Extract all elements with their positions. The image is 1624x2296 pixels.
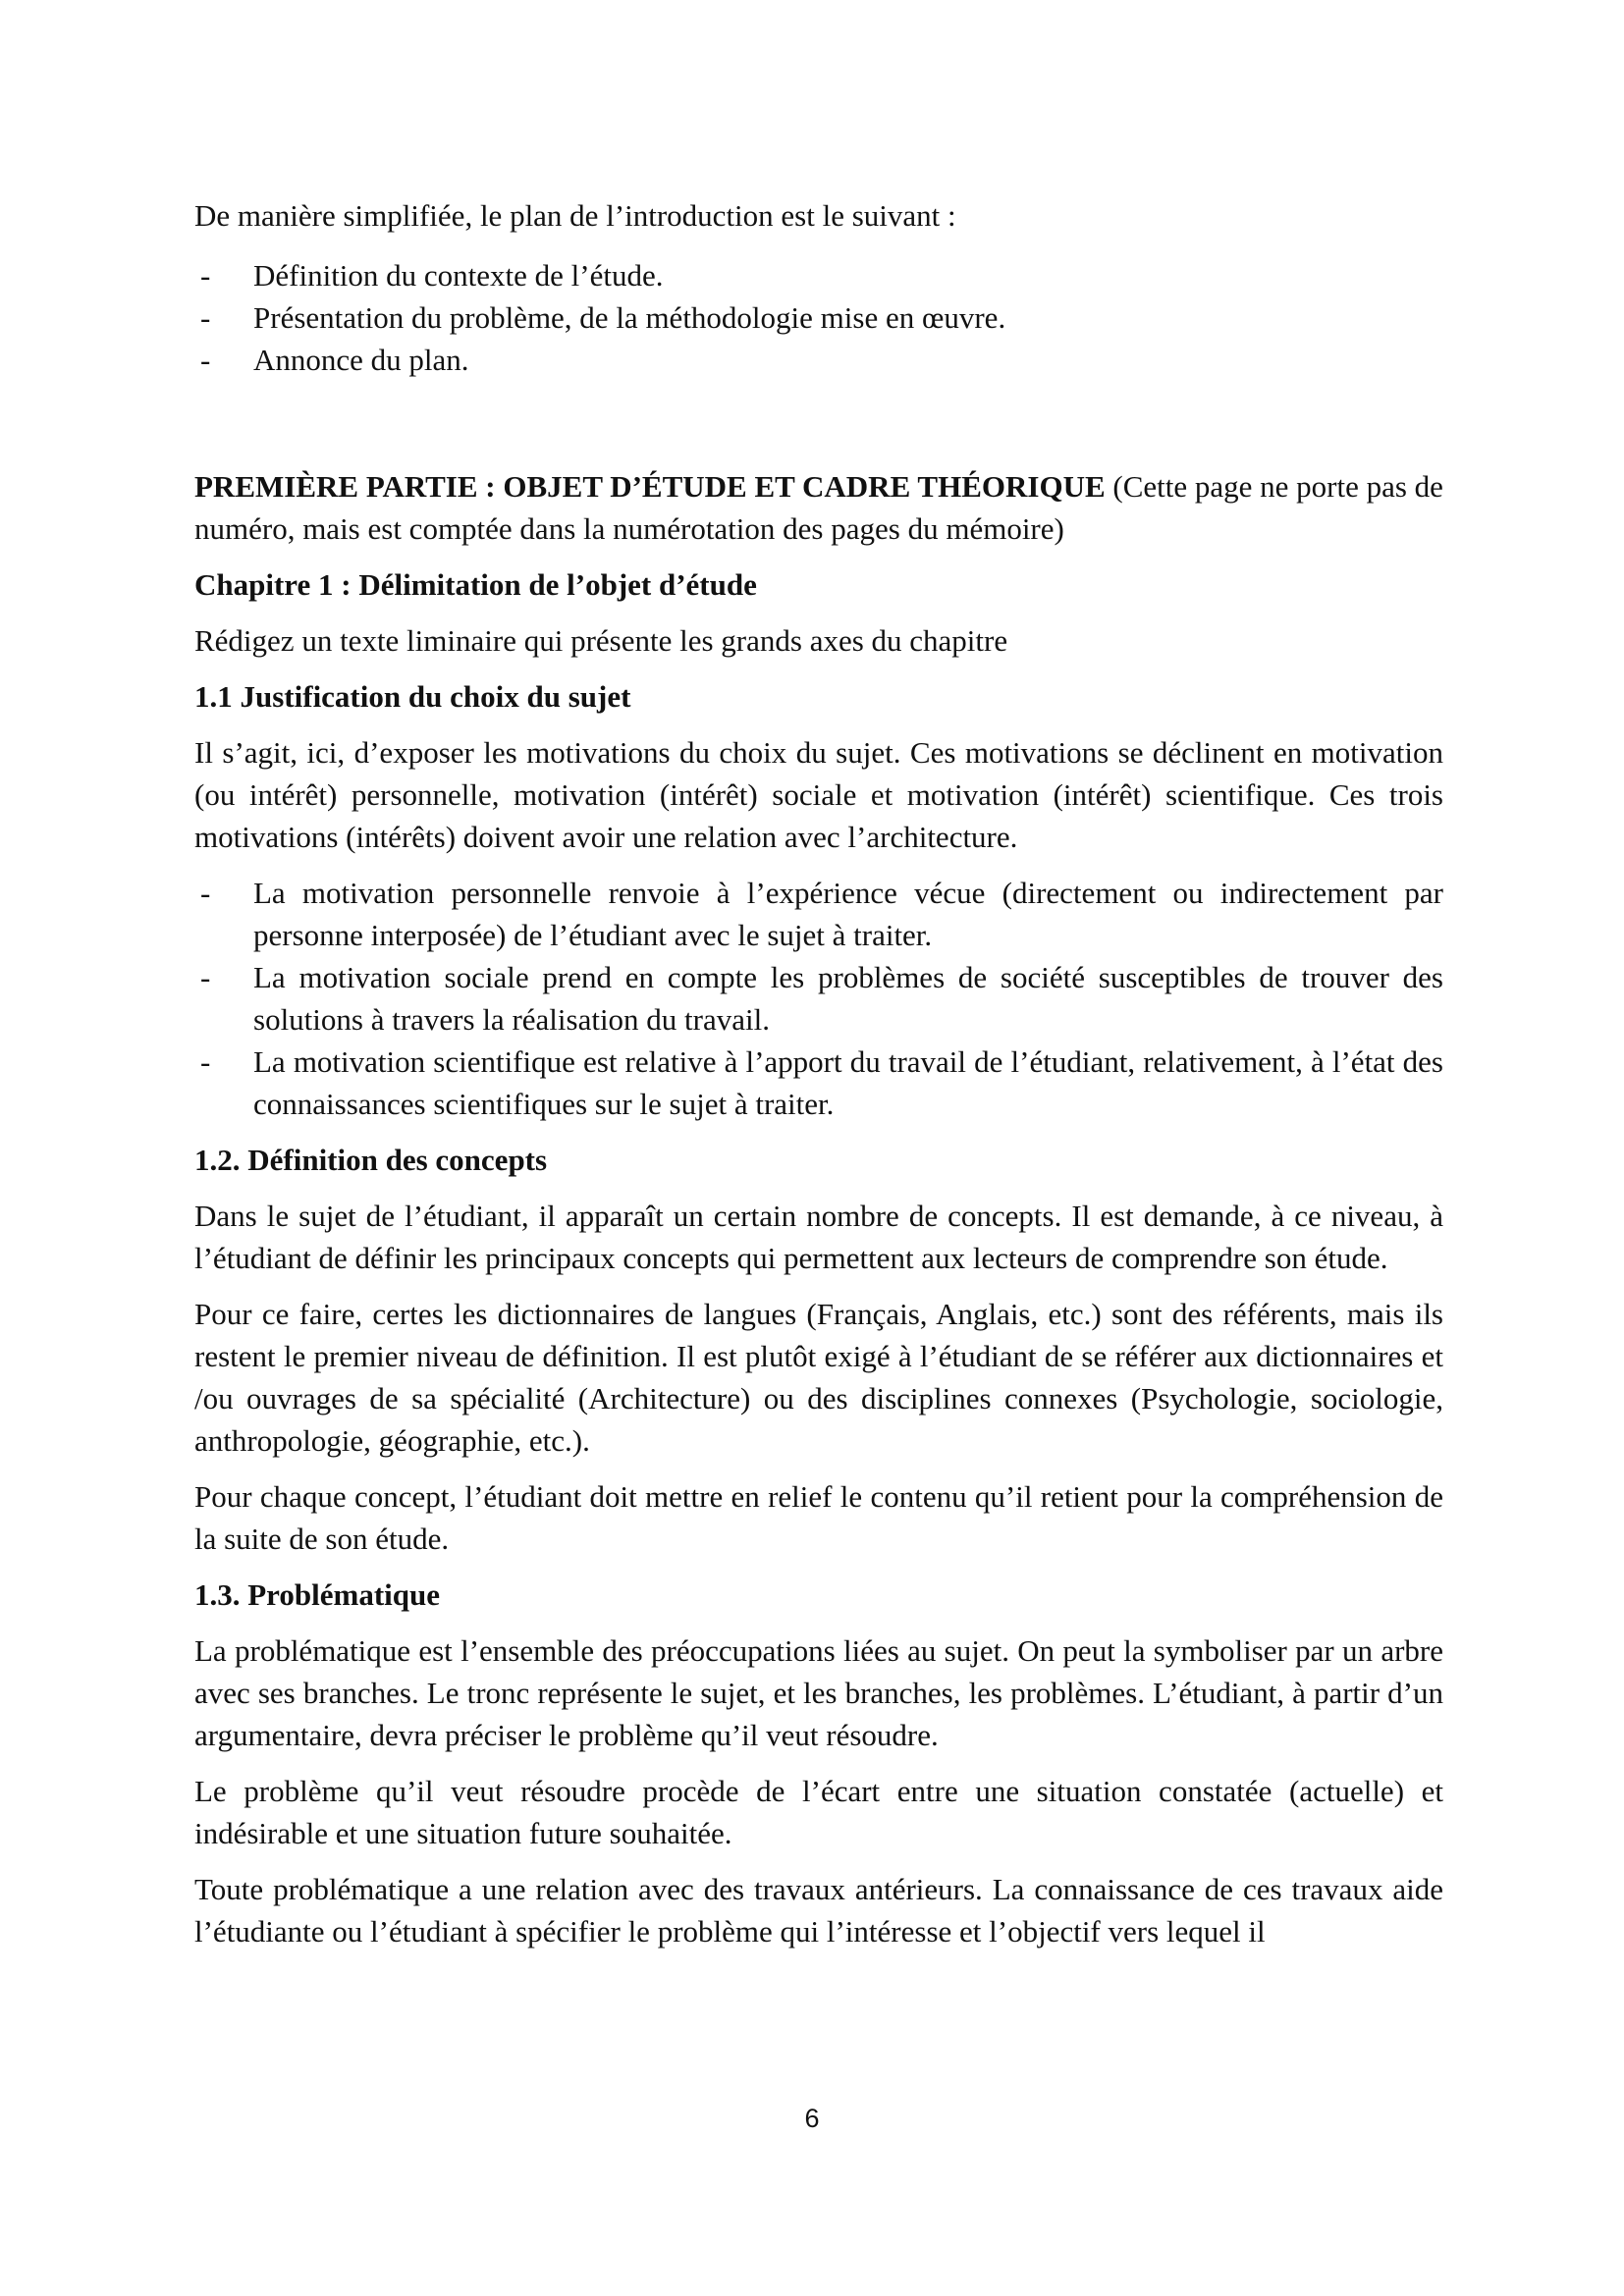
list-item: - La motivation personnelle renvoie à l’expérience vécue (directement ou indirectement par personne interposée) de l’étudiant avec le sujet à traiter. (194, 872, 1443, 956)
section-1-3-paragraph: La problématique est l’ensemble des préoccupations liées au sujet. On peut la symboliser par un arbre avec ses branches. Le tronc représente le sujet, et les branches, les problèmes. L’étudiant, à partir d’un argumentaire, devra préciser le problème qu’il veut résoudre. (194, 1633, 1443, 1752)
section-1-2-paragraph: Pour ce faire, certes les dictionnaires de langues (Français, Anglais, etc.) sont des référents, mais ils restent le premier niveau de définition. Il est plutôt exigé à l’étudiant de se référer aux dictionnaires et /ou ouvrages de sa spécialité (Architecture) ou des disciplines connexes (Psychologie, sociologie, anthropologie, géographie, etc.). (194, 1297, 1443, 1458)
motivation-list (194, 872, 1443, 1125)
chapter-intro: Rédigez un texte liminaire qui présente les grands axes du chapitre (194, 623, 1008, 658)
section-1-3-paragraph: Le problème qu’il veut résoudre procède de l’écart entre une situation constatée (actuelle) et indésirable et une situation future souhaitée. (194, 1774, 1443, 1850)
intro-lead: De manière simplifiée, le plan de l’introduction est le suivant : (194, 198, 956, 233)
list-item: - La motivation scientifique est relative à l’apport du travail de l’étudiant, relativement, à l’état des connaissances scientifiques sur le sujet à traiter. (194, 1041, 1443, 1125)
part-title: PREMIÈRE PARTIE : OBJET D’ÉTUDE ET CADRE THÉORIQUE (194, 469, 1106, 504)
chapter-title: Chapitre 1 : Délimitation de l’objet d’étude (194, 567, 757, 602)
section-1-2-paragraph: Pour chaque concept, l’étudiant doit mettre en relief le contenu qu’il retient pour la compréhension de la suite de son étude. (194, 1479, 1443, 1556)
part-note: (Cette page ne porte pas de numéro, mais est comptée dans la numérotation des pages du mémoire) (194, 469, 1443, 546)
part-heading (194, 465, 1443, 550)
section-heading-1-1: 1.1 Justification du choix du sujet (194, 679, 631, 714)
page-content (194, 187, 1443, 1952)
section-heading-1-3: 1.3. Problématique (194, 1577, 440, 1612)
list-item: - Annonce du plan. (194, 339, 1443, 381)
list-item: - La motivation sociale prend en compte les problèmes de société susceptibles de trouver des solutions à travers la réalisation du travail. (194, 956, 1443, 1041)
section-heading-1-2: 1.2. Définition des concepts (194, 1143, 548, 1177)
list-item: - Définition du contexte de l’étude. (194, 254, 1443, 296)
section-1-1-paragraph: Il s’agit, ici, d’exposer les motivations du choix du sujet. Ces motivations se déclinent en motivation (ou intérêt) personnelle, motivation (intérêt) sociale et motivation (intérêt) scientifique. Ces trois motivations (intérêts) doivent avoir une relation avec l’architecture. (194, 735, 1443, 854)
page-number: 6 (804, 2104, 820, 2133)
list-item: - Présentation du problème, de la méthodologie mise en œuvre. (194, 296, 1443, 339)
section-1-3-paragraph: Toute problématique a une relation avec des travaux antérieurs. La connaissance de ces travaux aide l’étudiante ou l’étudiant à spécifier le problème qui l’intéresse et l’objectif vers lequel il (194, 1872, 1443, 1949)
section-1-2-paragraph: Dans le sujet de l’étudiant, il apparaît un certain nombre de concepts. Il est demande, à ce niveau, à l’étudiant de définir les principaux concepts qui permettent aux lecteurs de comprendre son étude. (194, 1199, 1443, 1275)
intro-plan-list (194, 254, 1443, 381)
